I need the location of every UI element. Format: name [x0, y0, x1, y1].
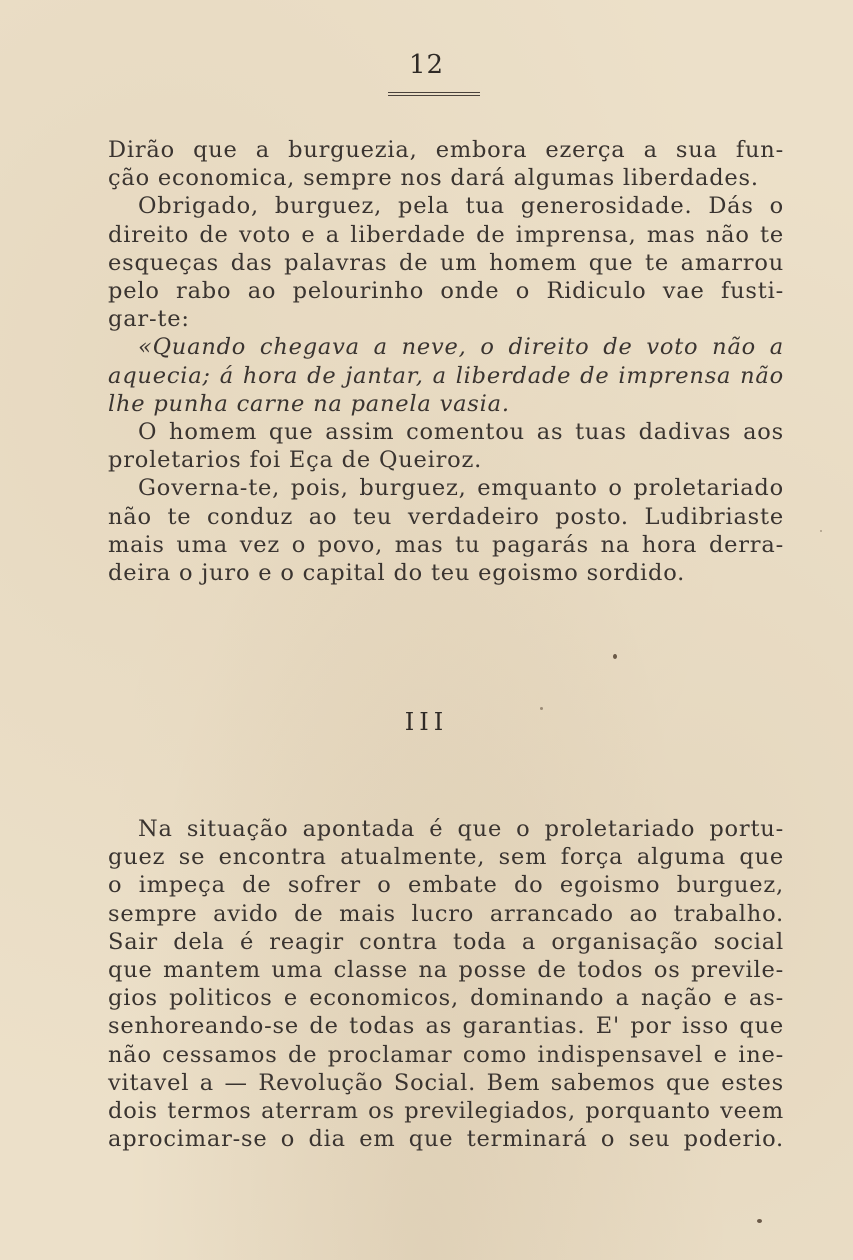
text-line: deira o juro e o capital do teu egoismo sordido.	[108, 560, 686, 587]
text-line: aquecia; á hora de jantar, a liberdade de imprensa não	[108, 362, 784, 389]
text-line: Na situação apontada é que o proletariado portu-	[138, 816, 784, 842]
paper-speck	[757, 1219, 762, 1223]
text-line: Obrigado, burguez, pela tua generosidade. Dás o	[138, 193, 784, 220]
section-heading: III	[404, 708, 449, 736]
header-rule	[388, 92, 480, 96]
page-number: 12	[408, 50, 445, 80]
text-line: guez se encontra atualmente, sem força alguma que	[108, 844, 784, 871]
text-line: ção economica, sempre nos dará algumas liberdades.	[108, 165, 759, 192]
paper-speck	[540, 707, 543, 710]
text-line: não cessamos de proclamar como indispensavel e ine-	[108, 1041, 784, 1068]
text-line: «Quando chegava a neve, o direito de voto não a	[138, 334, 784, 361]
text-line: esqueças das palavras de um homem que te amarrou	[108, 249, 784, 276]
text-block-bottom	[108, 815, 784, 1153]
text-block-top	[108, 136, 784, 587]
text-line: lhe punha carne na panela vasia.	[108, 390, 510, 417]
text-line: vitavel a — Revolução Social. Bem sabemos que estes	[108, 1069, 784, 1096]
text-line: O homem que assim comentou as tuas dadivas aos	[138, 419, 784, 446]
text-line: não te conduz ao teu verdadeiro posto. Ludibriaste	[108, 503, 784, 530]
text-line: Sair dela é reagir contra toda a organisação social	[108, 928, 784, 955]
text-line: dois termos aterram os previlegiados, porquanto veem	[108, 1098, 784, 1125]
text-line: mais uma vez o povo, mas tu pagarás na hora derra-	[108, 531, 784, 558]
text-line: gar-te:	[108, 306, 190, 333]
text-line: aprocimar-se o dia em que terminará o seu poderio.	[108, 1126, 784, 1153]
text-line: o impeça de sofrer o embate do egoismo burguez,	[108, 872, 784, 899]
text-line: pelo rabo ao pelourinho onde o Ridiculo vae fusti-	[108, 278, 784, 305]
text-line: sempre avido de mais lucro arrancado ao trabalho.	[108, 900, 784, 927]
text-line: Governa-te, pois, burguez, emquanto o proletariado	[138, 475, 784, 502]
text-line: proletarios foi Eça de Queiroz.	[108, 447, 483, 474]
paper-speck	[613, 654, 617, 659]
text-line: que mantem uma classe na posse de todos os previle-	[108, 957, 784, 984]
text-line: direito de voto e a liberdade de imprensa, mas não te	[108, 221, 784, 248]
text-line: senhoreando-se de todas as garantias. E' por isso que	[108, 1013, 784, 1040]
text-line: Dirão que a burguezia, embora ezerça a sua fun-	[108, 137, 784, 163]
paper-speck	[820, 530, 822, 532]
text-line: gios politicos e economicos, dominando a nação e as-	[108, 985, 784, 1012]
